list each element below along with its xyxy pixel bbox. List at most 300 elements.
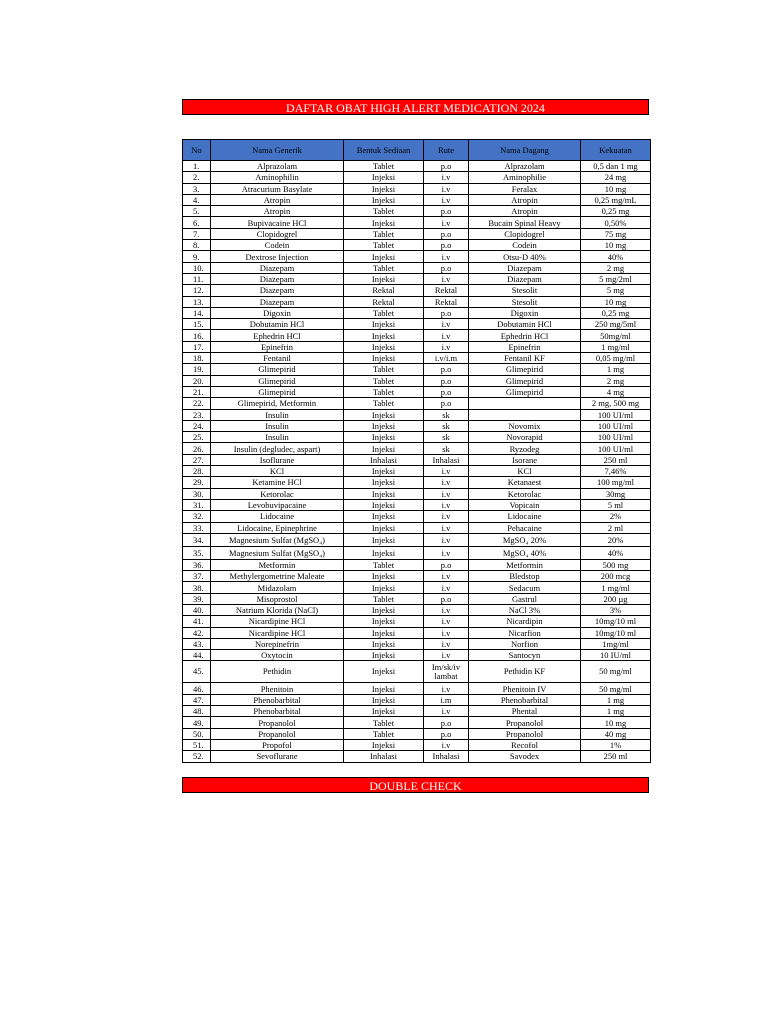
cell-dosage-form: Injeksi [344,443,424,454]
cell-brand-name: Recofol [469,739,581,750]
cell-brand-name [469,409,581,420]
cell-generic-name: Propanolol [211,717,344,728]
cell-generic-name: Atropin [211,194,344,205]
cell-route: p.o [424,240,469,251]
cell-strength: 24 mg [581,172,651,183]
cell-brand-name: Metformin [469,559,581,570]
cell-dosage-form: Injeksi [344,251,424,262]
cell-brand-name: Novomix [469,420,581,431]
cell-route: i.v [424,604,469,615]
cell-generic-name: Diazepam [211,273,344,284]
table-row [183,386,651,397]
cell-no: 31. [183,499,211,510]
cell-dosage-form: Injeksi [344,546,424,559]
table-header-row [183,140,651,161]
table-row [183,499,651,510]
cell-brand-name: Aminophilie [469,172,581,183]
cell-generic-name: Nicardipine HCl [211,616,344,627]
cell-brand-name [469,398,581,409]
cell-generic-name: Dextrose Injection [211,251,344,262]
cell-no: 13. [183,296,211,307]
cell-generic-name: Diazepam [211,262,344,273]
cell-route: i.v [424,466,469,477]
cell-no: 2. [183,172,211,183]
cell-dosage-form: Inhalasi [344,454,424,465]
cell-brand-name: Alprazolam [469,161,581,172]
cell-route: p.o [424,364,469,375]
cell-no: 6. [183,217,211,228]
table-row [183,341,651,352]
cell-strength: 10mg/10 ml [581,616,651,627]
cell-brand-name: Propanolol [469,717,581,728]
cell-route: sk [424,420,469,431]
cell-dosage-form: Injeksi [344,341,424,352]
table-row [183,262,651,273]
cell-no: 43. [183,638,211,649]
cell-no: 24. [183,420,211,431]
cell-route: i.v [424,638,469,649]
cell-no: 39. [183,593,211,604]
cell-generic-name: Alprazolam [211,161,344,172]
table-row [183,273,651,284]
cell-no: 28. [183,466,211,477]
cell-brand-name: Gastrul [469,593,581,604]
column-header-strength: Kekuatan [581,140,651,161]
table-row [183,638,651,649]
cell-generic-name: Ketorolac [211,488,344,499]
cell-brand-name: Pehacaine [469,522,581,533]
table-row [183,285,651,296]
cell-dosage-form: Injeksi [344,194,424,205]
cell-no: 29. [183,477,211,488]
table-row [183,683,651,694]
cell-dosage-form: Injeksi [344,571,424,582]
cell-dosage-form: Injeksi [344,706,424,717]
cell-dosage-form: Tablet [344,386,424,397]
cell-dosage-form: Tablet [344,240,424,251]
cell-strength: 50 mg/ml [581,683,651,694]
cell-route: p.o [424,728,469,739]
cell-no: 26. [183,443,211,454]
table-row [183,477,651,488]
cell-brand-name: Codein [469,240,581,251]
table-row [183,364,651,375]
table-row [183,420,651,431]
cell-brand-name: Lidocaine [469,511,581,522]
cell-no: 7. [183,228,211,239]
cell-brand-name: Norfion [469,638,581,649]
cell-generic-name: Bupivacaine HCl [211,217,344,228]
cell-brand-name: Savodex [469,751,581,762]
table-row [183,319,651,330]
cell-strength: 100 UI/ml [581,432,651,443]
cell-generic-name: Isoflurane [211,454,344,465]
cell-strength: 1 mg [581,364,651,375]
cell-no: 44. [183,650,211,661]
cell-route: Rektal [424,296,469,307]
cell-brand-name: Isorane [469,454,581,465]
cell-route: i.m [424,694,469,705]
cell-route: i.v [424,546,469,559]
cell-dosage-form: Injeksi [344,353,424,364]
cell-no: 45. [183,661,211,683]
cell-generic-name: Diazepam [211,285,344,296]
cell-dosage-form: Tablet [344,206,424,217]
cell-no: 42. [183,627,211,638]
cell-brand-name: Stesolit [469,296,581,307]
table-row [183,661,651,683]
cell-dosage-form: Injeksi [344,650,424,661]
cell-generic-name: Glimepirid [211,364,344,375]
document-title: DAFTAR OBAT HIGH ALERT MEDICATION 2024 [182,99,649,115]
cell-strength: 100 UI/ml [581,409,651,420]
table-row [183,398,651,409]
cell-no: 52. [183,751,211,762]
cell-dosage-form: Injeksi [344,616,424,627]
table-row [183,488,651,499]
table-row [183,466,651,477]
table-row [183,546,651,559]
cell-no: 5. [183,206,211,217]
cell-dosage-form: Tablet [344,559,424,570]
cell-dosage-form: Tablet [344,228,424,239]
cell-brand-name: Nicarfion [469,627,581,638]
cell-dosage-form: Tablet [344,375,424,386]
cell-brand-name: Phental [469,706,581,717]
table-row [183,511,651,522]
cell-generic-name: Levobuvipacaine [211,499,344,510]
cell-route: p.o [424,375,469,386]
cell-strength: 5 mg/2ml [581,273,651,284]
cell-route: p.o [424,593,469,604]
cell-no: 48. [183,706,211,717]
high-alert-medication-table [182,139,651,763]
cell-dosage-form: Injeksi [344,273,424,284]
cell-dosage-form: Injeksi [344,477,424,488]
cell-no: 20. [183,375,211,386]
cell-dosage-form: Injeksi [344,627,424,638]
table-row [183,330,651,341]
cell-generic-name: Misoprostol [211,593,344,604]
cell-strength: 2% [581,511,651,522]
cell-no: 16. [183,330,211,341]
cell-dosage-form: Tablet [344,262,424,273]
cell-route: i.v [424,571,469,582]
cell-generic-name: Glimepirid, Metformin [211,398,344,409]
cell-no: 51. [183,739,211,750]
cell-generic-name: Magnesium Sulfat (MgSO₄) [211,533,344,546]
column-header-generic-name: Nama Generik [211,140,344,161]
cell-brand-name: KCl [469,466,581,477]
cell-generic-name: Metformin [211,559,344,570]
cell-generic-name: Sevoflurane [211,751,344,762]
table-row [183,717,651,728]
cell-no: 47. [183,694,211,705]
cell-dosage-form: Injeksi [344,638,424,649]
cell-route: i.v [424,330,469,341]
cell-route: p.o [424,228,469,239]
cell-generic-name: Clopidogrel [211,228,344,239]
cell-no: 37. [183,571,211,582]
cell-strength: 10 mg [581,183,651,194]
cell-route: i.v [424,683,469,694]
cell-strength: 40% [581,546,651,559]
cell-dosage-form: Injeksi [344,432,424,443]
cell-dosage-form: Injeksi [344,739,424,750]
cell-strength: 4 mg [581,386,651,397]
cell-route: i.v [424,511,469,522]
cell-generic-name: Diazepam [211,296,344,307]
cell-generic-name: Midazolam [211,582,344,593]
cell-strength: 50mg/ml [581,330,651,341]
cell-strength: 5 ml [581,499,651,510]
cell-no: 50. [183,728,211,739]
cell-brand-name: Clopidogrel [469,228,581,239]
cell-brand-name: Novorapid [469,432,581,443]
cell-no: 15. [183,319,211,330]
cell-strength: 0,05 mg/ml [581,353,651,364]
cell-generic-name: Insulin [211,420,344,431]
cell-route: i.v [424,319,469,330]
double-check-banner: DOUBLE CHECK [182,777,649,793]
table-row [183,571,651,582]
cell-generic-name: Codein [211,240,344,251]
cell-generic-name: Oxytocin [211,650,344,661]
cell-no: 30. [183,488,211,499]
cell-route: i.v [424,533,469,546]
cell-generic-name: Insulin [211,432,344,443]
cell-strength: 100 UI/ml [581,443,651,454]
table-row [183,593,651,604]
cell-brand-name: Dobutamin HCl [469,319,581,330]
cell-dosage-form: Injeksi [344,604,424,615]
cell-route: i.v [424,488,469,499]
cell-no: 32. [183,511,211,522]
cell-dosage-form: Injeksi [344,330,424,341]
cell-route: p.o [424,559,469,570]
table-row [183,706,651,717]
cell-no: 10. [183,262,211,273]
cell-brand-name: Digoxin [469,307,581,318]
cell-route: p.o [424,307,469,318]
cell-strength: 40 mg [581,728,651,739]
cell-brand-name: Stesolit [469,285,581,296]
table-row [183,533,651,546]
cell-strength: 1% [581,739,651,750]
cell-strength: 10 mg [581,296,651,307]
cell-route: i.v/i.m [424,353,469,364]
table-row [183,251,651,262]
cell-brand-name: Ketorolac [469,488,581,499]
cell-route: i.v [424,582,469,593]
cell-generic-name: Aminophilin [211,172,344,183]
cell-route: i.v [424,706,469,717]
cell-no: 25. [183,432,211,443]
cell-strength: 1 mg [581,706,651,717]
table-row [183,432,651,443]
cell-route: p.o [424,161,469,172]
cell-no: 34. [183,533,211,546]
cell-no: 19. [183,364,211,375]
cell-route: i.v [424,522,469,533]
cell-route: i.v [424,172,469,183]
table-row [183,409,651,420]
cell-dosage-form: Injeksi [344,172,424,183]
cell-dosage-form: Injeksi [344,217,424,228]
cell-no: 38. [183,582,211,593]
cell-route: p.o [424,717,469,728]
table-row [183,739,651,750]
cell-strength: 10mg/10 ml [581,627,651,638]
cell-route: i.v [424,194,469,205]
cell-strength: 50 mg/ml [581,661,651,683]
table-row [183,194,651,205]
cell-strength: 75 mg [581,228,651,239]
cell-brand-name: Bucain Spinal Heavy [469,217,581,228]
cell-brand-name: Phenitoin IV [469,683,581,694]
cell-no: 46. [183,683,211,694]
cell-dosage-form: Injeksi [344,533,424,546]
cell-brand-name: Otsu-D 40% [469,251,581,262]
table-row [183,217,651,228]
cell-dosage-form: Injeksi [344,319,424,330]
cell-strength: 2 mg [581,262,651,273]
cell-dosage-form: Tablet [344,593,424,604]
cell-route: Rektal [424,285,469,296]
table-row [183,206,651,217]
cell-no: 12. [183,285,211,296]
cell-route: Im/sk/iv lambat [424,661,469,683]
cell-strength: 30mg [581,488,651,499]
cell-strength: 2 mg, 500 mg [581,398,651,409]
cell-dosage-form: Injeksi [344,499,424,510]
column-header-dosage-form: Bentuk Sediaan [344,140,424,161]
cell-dosage-form: Injeksi [344,694,424,705]
table-row [183,582,651,593]
cell-strength: 1 mg/ml [581,582,651,593]
cell-generic-name: Lidocaine, Epinephrine [211,522,344,533]
cell-no: 49. [183,717,211,728]
cell-generic-name: Epinefrin [211,341,344,352]
cell-strength: 3% [581,604,651,615]
table-row [183,240,651,251]
cell-no: 9. [183,251,211,262]
cell-route: p.o [424,398,469,409]
cell-generic-name: Insulin (degludec, aspart) [211,443,344,454]
cell-generic-name: Phenobarbital [211,706,344,717]
cell-dosage-form: Rektal [344,285,424,296]
cell-route: i.v [424,616,469,627]
table-row [183,728,651,739]
table-row [183,616,651,627]
table-row [183,375,651,386]
cell-strength: 10 mg [581,717,651,728]
cell-route: i.v [424,627,469,638]
cell-route: sk [424,432,469,443]
cell-brand-name: Nicardipin [469,616,581,627]
cell-strength: 40% [581,251,651,262]
cell-route: i.v [424,477,469,488]
cell-route: sk [424,409,469,420]
cell-dosage-form: Inhalasi [344,751,424,762]
cell-brand-name: Glimepirid [469,386,581,397]
cell-brand-name: Ryzodeg [469,443,581,454]
table-row [183,353,651,364]
cell-strength: 0,25 mg [581,307,651,318]
cell-route: i.v [424,341,469,352]
cell-strength: 100 UI/ml [581,420,651,431]
cell-no: 23. [183,409,211,420]
cell-generic-name: Atracurium Basylate [211,183,344,194]
table-row [183,443,651,454]
cell-no: 17. [183,341,211,352]
cell-strength: 1 mg [581,694,651,705]
cell-brand-name: Glimepirid [469,375,581,386]
cell-generic-name: Lidocaine [211,511,344,522]
cell-brand-name: Atropin [469,206,581,217]
cell-brand-name: Santocyn [469,650,581,661]
cell-no: 36. [183,559,211,570]
cell-generic-name: Pethidin [211,661,344,683]
cell-generic-name: Phenitoin [211,683,344,694]
column-header-brand-name: Nama Dagang [469,140,581,161]
table-row [183,296,651,307]
cell-no: 21. [183,386,211,397]
cell-dosage-form: Rektal [344,296,424,307]
cell-dosage-form: Injeksi [344,409,424,420]
table-row [183,694,651,705]
cell-dosage-form: Injeksi [344,511,424,522]
cell-route: i.v [424,273,469,284]
cell-strength: 250 ml [581,454,651,465]
cell-route: i.v [424,251,469,262]
cell-brand-name: Ephedrin HCl [469,330,581,341]
cell-generic-name: Ephedrin HCl [211,330,344,341]
cell-brand-name: Feralax [469,183,581,194]
cell-route: p.o [424,206,469,217]
column-header-route: Rute [424,140,469,161]
cell-dosage-form: Injeksi [344,522,424,533]
cell-dosage-form: Injeksi [344,683,424,694]
cell-strength: 0,25 mg/mL [581,194,651,205]
cell-brand-name: Ketanaest [469,477,581,488]
cell-no: 1. [183,161,211,172]
cell-strength: 10 IU/ml [581,650,651,661]
cell-generic-name: Norepinefrin [211,638,344,649]
table-row [183,522,651,533]
cell-route: p.o [424,386,469,397]
cell-generic-name: Propanolol [211,728,344,739]
cell-generic-name: Insulin [211,409,344,420]
table-row [183,161,651,172]
cell-brand-name: Glimepirid [469,364,581,375]
cell-dosage-form: Injeksi [344,183,424,194]
column-header-no: No [183,140,211,161]
cell-no: 27. [183,454,211,465]
cell-strength: 250 mg/5ml [581,319,651,330]
cell-generic-name: Dobutamin HCl [211,319,344,330]
cell-brand-name: Diazepam [469,262,581,273]
cell-generic-name: Methylergometrine Maleate [211,571,344,582]
cell-generic-name: Magnesium Sulfat (MgSO₄) [211,546,344,559]
cell-route: Inhalasi [424,751,469,762]
cell-dosage-form: Injeksi [344,420,424,431]
table-row [183,183,651,194]
cell-dosage-form: Injeksi [344,488,424,499]
table-row [183,172,651,183]
cell-brand-name: Pethidin KF [469,661,581,683]
cell-strength: 10 mg [581,240,651,251]
